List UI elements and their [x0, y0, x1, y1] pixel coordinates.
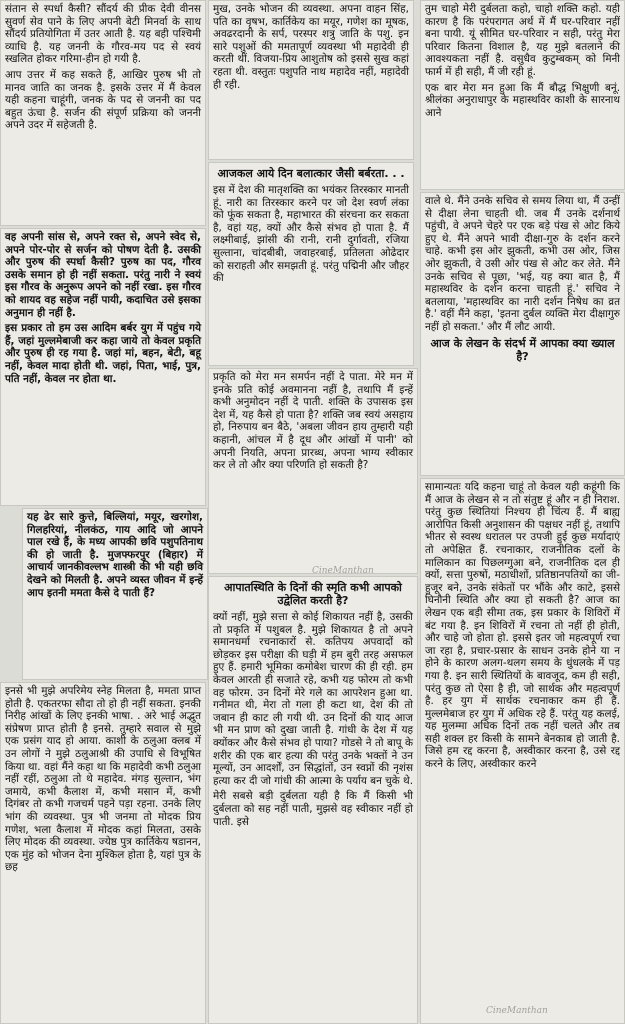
paragraph: तुम चाहो मेरी दुर्बलता कहो, चाहो शक्ति कहो. यही कारण है कि परंपरागत अर्थ में मैं घर-परिवार नहीं बना पायी. यूं सीमित घर-परिवार न सही, परंतु मेरा परिवार कितना विशाल है, यह मुझे बतलाने की आवश्यकता नहीं है. वसुधैव कुटुम्बकम् को मिनी फार्म में ही सही, मैं जी रही हूं. [425, 3, 620, 78]
paragraph: क्यों नहीं, मुझे सत्ता से कोई शिकायत नहीं है, उसकी तो प्रकृति में पशुबल है. मुझे शिकायत है तो अपने समानधर्मा रचनाकारों से. कतिपय अपवादों को छोड़कर इस परीक्षा की घड़ी में हम बुरी तरह असफल हुए हैं. हमारी भूमिका कमोबेश चारण की ही रही. हम केवल आरती ही सजाते रहे, कभी यह फोरम तो कभी वह फोरम. उन दिनों मेरे गले का आपरेशन हुआ था. गनीमत थी, मेरा तो गला ही कटा था, देश की तो जबान ही काट ली गयी थी. उन दिनों की याद आज भी मन प्राण को दुखा जाती है. गांधी के देश में यह क्योंकर और कैसे संभव हो पाया? गोडसे ने तो बापू के शरीर की एक बार हत्या की परंतु उनके भक्तों ने उन मूल्यों, उन आदर्शों, उन सिद्धांतों, उन स्वप्नों की नृशंस हत्या कर दी जो गांधी की आत्मा के पर्याय बन चुके थे. [213, 611, 414, 787]
col3-clip3 [420, 478, 625, 1024]
paragraph: यह ढेर सारे कुत्ते, बिल्लियां, मयूर, खरगोश, गिलहरियां, नीलकंठ, गाय आदि जो आपने पाल रखे हैं, के मध्य आपकी छवि पशुपतिनाथ की हो जाती है. मुजफ्फरपुर (बिहार) में आचार्य जानकीवल्लभ शास्त्री की भी यही छवि देखने को मिलती है. अपने व्यस्त जीवन में इन्हें आप इतनी ममता कैसे दे पाती हैं? [27, 511, 203, 599]
col2-clip4 [208, 576, 418, 1024]
paragraph: एक बार मेरा मन हुआ कि मैं बौद्ध भिक्षुणी बनूं. श्रीलंका अनुराधापुर के महास्थविर काशी के सारनाथ आने [425, 81, 620, 119]
paragraph: प्रकृति को मेरा मन समर्पन नहीं दे पाता. मेरे मन में इनके प्रति कोई अवमानना नहीं है, तथापि मैं इन्हें कभी अनुमोदन नहीं दे पाती. शक्ति के उपासक इस देश में, यह कैसे हो पाता है? शक्ति जब स्वयं असहाय हो, निरुपाय बन बैठे, 'अबला जीवन हाय तुम्हारी यही कहानी, आंचल में है दूध और आंखों में पानी' को अपनी नियति, अपना प्रारब्ध, अपना भाग्य स्वीकार कर ले तो और क्या परिणति हो सकती है? [213, 371, 413, 472]
col2-clip1 [208, 0, 414, 160]
col2-clip3 [208, 368, 418, 574]
paragraph: मेरी सबसे बड़ी दुर्बलता यही है कि मैं किसी भी दुर्बलता को सह नहीं पाती, मुझसे वह स्वीकार नहीं हो पाती. इसे [213, 790, 413, 828]
paragraph: वह अपनी सांस से, अपने रक्त से, अपने स्वेद से, अपने पोर-पोर से सर्जन को पोषण देती है. उसकी और पुरुष की स्पर्धा कैसी? पुरुष का पद, गौरव उसके समान हो ही नहीं सकता. परंतु नारी ने स्वयं इस गौरव के अनुरूप अपने को नहीं रखा. इस गौरव को शायद वह सहेज नहीं पायी, कदाचित उसे इसका अनुमान ही नहीं है. [5, 231, 201, 319]
col1-clip2 [0, 228, 206, 506]
section-heading: आजकल आये दिन बलात्कार जैसी बर्बरता. . . [217, 167, 405, 180]
section-heading: आपातस्थिति के दिनों की स्मृति कभी आपको उद्वेलित करती है? [224, 581, 402, 607]
paragraph: वाले थे. मैंने उनके सचिव से समय लिया था, मैं उन्हीं से दीक्षा लेना चाहती थी. जब मैं उनके दर्शनार्थ पहुंची, वे अपने चेहरे पर एक बड़े पंख से ओट किये हुए थे. मैंने अपने भावी दीक्षा-गुरु के दर्शन करने चाहे. कभी इस ओर झुकती, कभी उस ओर, जिस ओर झुकती, वे उसी ओर पंख से ओट कर लेते. मैंने उनके सचिव से पूछा, 'भई, यह क्या बात है, मैं महास्थविर के दर्शन करना चाहती हूं.' सचिव ने बतलाया, 'महास्थविर का नारी दर्शन निषेध का व्रत है.' वहीं मैंने कहा, 'इतना दुर्बल व्यक्ति मेरा दीक्षागुरु नहीं हो सकता.' और मैं लौट आयी. [425, 195, 620, 333]
paragraph: इस प्रकार तो हम उस आदिम बर्बर युग में पहुंच गये हैं, जहां मुल्लमेबाजी कर कहा जाये तो केवल प्रकृति और पुरुष ही रह गया है. जहां मां, बहन, बेटी, बहू नहीं, केवल मादा होती थी. जहां, पिता, भाई, पुत्र, पति नहीं, केवल नर होता था. [5, 322, 201, 385]
section-heading: आज के लेखन के संदर्भ में आपका क्या ख्याल है? [430, 336, 615, 363]
col1-clip3 [22, 508, 208, 680]
watermark: CineManthan [312, 566, 374, 576]
paragraph: मुख, उनके भोजन की व्यवस्था. अपना वाहन सिंह, पति का वृषभ, कार्तिकेय का मयूर, गणेश का मूषक, अवढरदानी के सर्प, परस्पर शत्रु जाति के पशु. इन सारे पशुओं की ममतापूर्ण व्यवस्था भी महादेवी ही करती थीं. विजया-प्रिय आशुतोष को इससे सुख कहां रहता थी. वस्तुतः पशुपति नाथ महादेव नहीं, महादेवी ही रही. [213, 3, 409, 91]
col1-clip4 [0, 682, 206, 1024]
col1-clip1 [0, 0, 206, 226]
watermark: CineManthan [486, 1006, 548, 1016]
col3-clip1 [420, 0, 625, 190]
paragraph: सामान्यतः यदि कहना चाहूं तो केवल यही कहूंगी कि मैं आज के लेखन से न तो संतुष्ट हूं और न ही निराश. परंतु कुछ स्थितियां निश्चय ही चिंत्य हैं. मैं बाह्य आरोपित किसी अनुशासन की पक्षधर नहीं हूं, तथापि भीतर से स्वस्थ धरातल पर उपजी हुई कुछ मर्यादाएं तो अपेक्षित हैं. रचनाकार, राजनीतिक दलों के मालिकान का पिछलग्गुआ बने, राजनीतिक दल ही क्यों, सत्ता पुरुषों, मठाधीशों, प्रतिष्ठानपतियों का जी-हुजूर बने, उनके संकेतों पर भौंके और काटे, इससे घिनौनी स्थिति और क्या हो सकती है? आज का लेखन एक बड़ी सीमा तक, इस प्रकार के शिविरों में बंट गया है. इन शिविरों में रचना तो नहीं ही होती, और चाहे जो होता हो. इससे इतर जो महत्वपूर्ण रचा जा रहा है, प्रचार-प्रसार के साधन उनके होने या न होने के कारण अलग-थलग समय के धुंधलके में पड़ गया है. इन सारी स्थितियों के बावजूद, कम ही सही, परंतु कुछ तो ऐसा है ही, जो सार्थक और महत्वपूर्ण है. हर युग में सार्थक रचनाकार कम ही हैं. मुल्लमेबाज हर युग में अधिक रहे हैं. परंतु यह कलई, यह मुलम्मा अधिक दिनों तक नहीं चलते और तब सही शक्ल हर किसी के सामने बेनकाब हो जाती है. जिसे हम रद्द करना है, अस्वीकार करना है, उसे रद्द करने के लिए, अस्वीकार करने [425, 481, 620, 771]
col2-clip2 [208, 162, 414, 366]
paragraph: आप उत्तर में कह सकते हैं, आखिर पुरुष भी तो मानव जाति का जनक है. इसके उत्तर में मैं केवल यही कहना चाहूंगी, जनक के पद से जननी का पद बहुत ऊंचा है. सर्जन की संपूर्ण प्रक्रिया को जननी अपने उदर में सहेजती है. [5, 68, 201, 132]
paragraph: इस में देश की मातृशक्ति का भयंकर तिरस्कार मानती हूं. नारी का तिरस्कार करने पर जो देश स्वर्ण लंका को फूंक सकता है, महाभारत की संरचना कर सकता है, वहां यह, क्यों और कैसे संभव हो पाता है. मैं लक्ष्मीबाई, झांसी की रानी, रानी दुर्गावती, रजिया सुल्ताना, चांदबीबी, जवाहरबाई, प्रतिलता ओढेदार को सराहती और समझती हूं. परंतु पद्मिनी और जौहर की [213, 184, 409, 285]
paragraph: संतान से स्पर्धा कैसी? सौंदर्य की प्रीक देवी वीनस सुवर्ण सेव पाने के लिए अपनी बेटी मिनर्वा के साथ सौंदर्य प्रतियोगिता में उतर आती है. यह बही पश्चिमी व्याधि है. यह जननी के गौरव-मय पद से स्वयं स्खलित होकर गरिमा-हीन हो गयी है. [5, 3, 201, 66]
col3-clip2 [420, 192, 625, 476]
paragraph: इनसे भी मुझे अपरिमेय स्नेह मिलता है, ममता प्राप्त होती है. एकतरफा सौदा तो हो ही नहीं सकता. इनकी निरीह आंखों के लिए इनकी भाषा. . अरे भाई अद्भुत संप्रेषण प्राप्त होती है इनसे. तुम्हारे सवाल से मुझे एक प्रसंग याद हो आया. काशी के ठलुआ क्लब में उन लोगों ने मुझे ठलुआश्री की उपाधि से विभूषित किया था. वहां मैंने कहा था कि महादेवी कभी ठलुआ नहीं रहीं, ठलुआ तो थे महादेव. मंगड़ सुल्तान, भंग जमाये, कभी कैलाश में, कभी मसान में, कभी दिगंबर तो कभी गजचर्म पहने पड़ा रहना. उनके लिए भांग की व्यवस्था. पुत्र भी जनमा तो मोदक प्रिय गणेश, भला कैलाश में मोदक कहां मिलता, उसके लिए मोदक की व्यवस्था. ज्येष्ठ पुत्र कार्तिकेय षडानन, एक मुंह को भोजन देना मुश्किल होता है, यहां पुत्र के छह [5, 685, 201, 874]
